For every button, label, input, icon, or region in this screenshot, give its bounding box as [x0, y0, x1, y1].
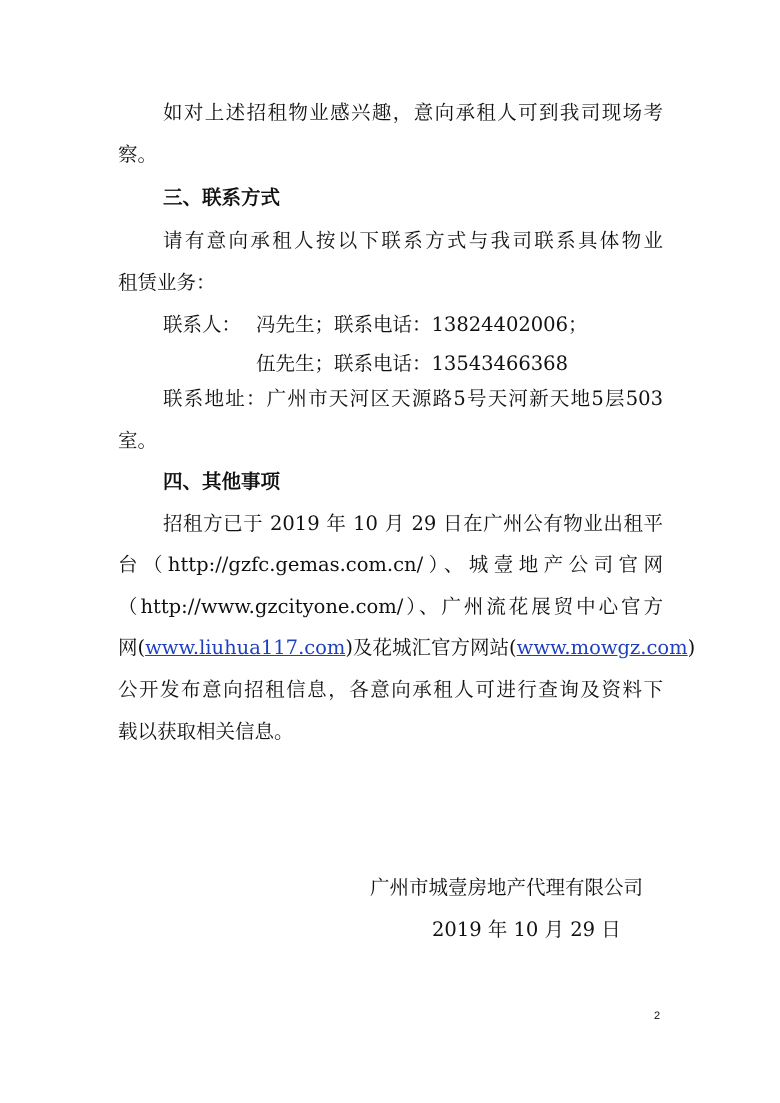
mowgz-link[interactable]: www.mowgz.com	[516, 636, 688, 659]
section-4-line-4	[118, 635, 696, 661]
signature-company: 广州市城壹房地产代理有限公司	[370, 876, 644, 899]
line-4-suffix: )	[687, 636, 696, 659]
paragraph-interest-line-2: 察。	[118, 143, 158, 166]
section-4-line-5: 公开发布意向招租信息，各意向承租人可进行查询及资料下	[118, 678, 663, 701]
section-4-line-1: 招租方已于 2019 年 10 月 29 日在广州公有物业出租平	[163, 512, 663, 535]
paragraph-interest-line-1: 如对上述招租物业感兴趣，意向承租人可到我司现场考	[163, 101, 663, 124]
line-4-prefix: 网(	[118, 636, 146, 659]
section-4-line-3: （http://www.gzcityone.com/）、广州流花展贸中心官方	[118, 595, 663, 618]
address-line-1: 联系地址：广州市天河区天源路5号天河新天地5层503	[163, 387, 663, 410]
contact-2: 伍先生；联系电话：13543466368	[256, 352, 568, 375]
section-3-intro-line-1: 请有意向承租人按以下联系方式与我司联系具体物业	[163, 229, 663, 252]
section-4-line-2: 台（http://gzfc.gemas.com.cn/）、城壹地产公司官网	[118, 553, 663, 576]
page-number: 2	[654, 1010, 661, 1022]
section-4-heading: 四、其他事项	[163, 470, 281, 493]
section-4-line-6: 载以获取相关信息。	[118, 720, 294, 743]
liuhua-link[interactable]: www.liuhua117.com	[145, 636, 346, 659]
section-3-heading: 三、联系方式	[163, 186, 281, 209]
line-4-middle: )及花城汇官方网站(	[345, 636, 517, 659]
signature-date: 2019 年 10 月 29 日	[432, 918, 621, 941]
contact-1: 冯先生；联系电话：13824402006；	[256, 313, 588, 336]
section-3-intro-line-2: 租赁业务：	[118, 271, 216, 294]
address-line-2: 室。	[118, 429, 158, 452]
contact-label: 联系人：	[163, 313, 242, 336]
